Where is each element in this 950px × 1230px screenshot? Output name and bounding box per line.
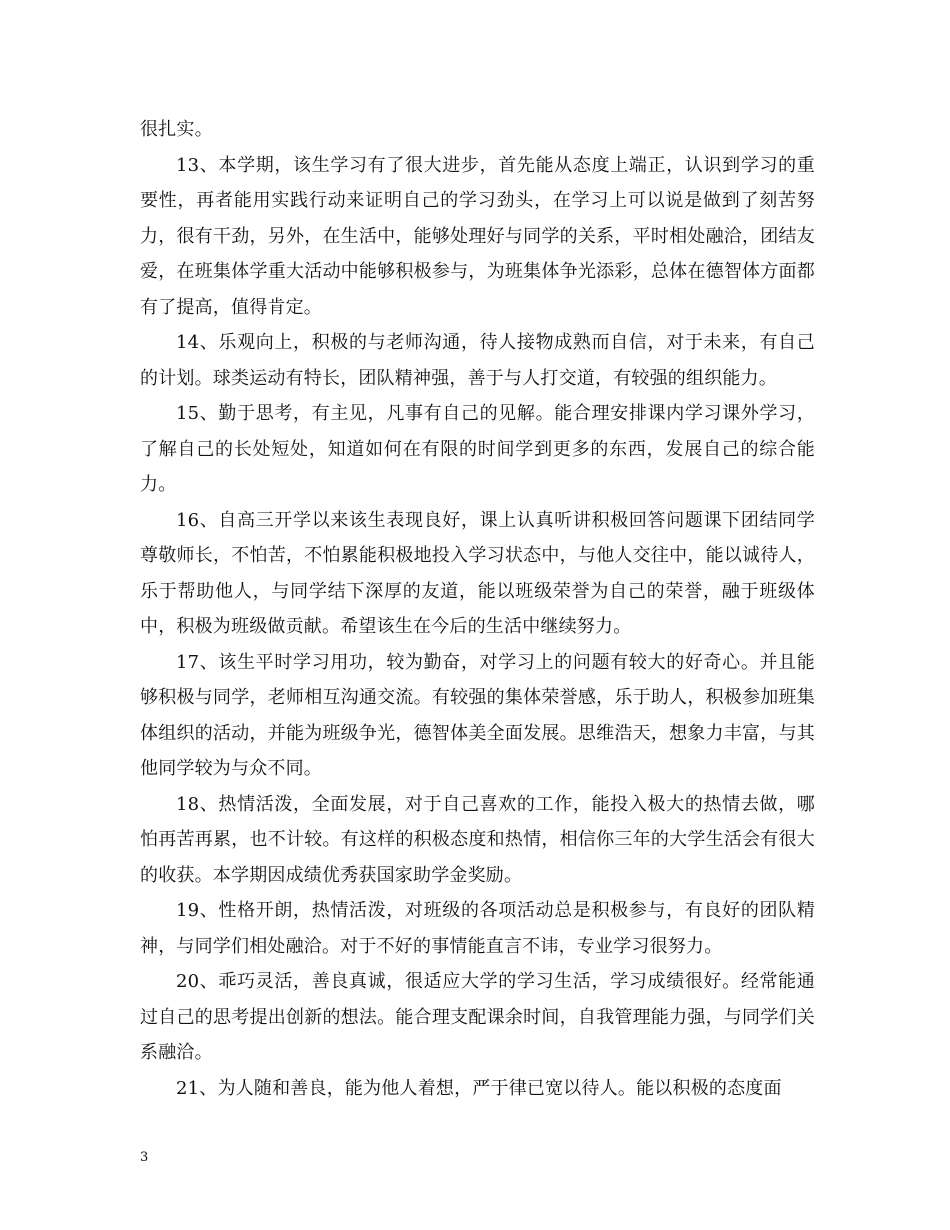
paragraph-19: 19、性格开朗，热情活泼，对班级的各项活动总是积极参与，有良好的团队精神，与同学们相处融洽。对于不好的事情能直言不讳，专业学习很努力。 — [140, 900, 815, 957]
paragraph-20: 20、乖巧灵活，善良真诚，很适应大学的学习生活，学习成绩很好。经常能通过自己的思考提出创新的想法。能合理支配课余时间，自我管理能力强，与同学们关系融洽。 — [140, 971, 815, 1063]
paragraph-15: 15、勤于思考，有主见，凡事有自己的见解。能合理安排课内学习课外学习，了解自己的长处短处，知道如何在有限的时间学到更多的东西，发展自己的综合能力。 — [140, 403, 815, 495]
paragraph-13: 13、本学期，该生学习有了很大进步，首先能从态度上端正，认识到学习的重要性，再者能用实践行动来证明自己的学习劲头，在学习上可以说是做到了刻苦努力，很有干劲，另外，在生活中，能够处理好与同学的关系，平时相处融洽，团结友爱，在班集体学重大活动中能够积极参与，为班集体争光添彩，总体在德智体方面都有了提高，值得肯定。 — [140, 154, 815, 318]
document-body — [140, 112, 815, 1106]
paragraph-16: 16、自高三开学以来该生表现良好，课上认真听讲积极回答问题课下团结同学尊敬师长，不怕苦，不怕累能积极地投入学习状态中，与他人交往中，能以诚待人，乐于帮助他人，与同学结下深厚的友道，能以班级荣誉为自己的荣誉，融于班级体中，积极为班级做贡献。希望该生在今后的生活中继续努力。 — [140, 509, 815, 637]
paragraph-18: 18、热情活泼，全面发展，对于自己喜欢的工作，能投入极大的热情去做，哪怕再苦再累，也不计较。有这样的积极态度和热情，相信你三年的大学生活会有很大的收获。本学期因成绩优秀获国家助学金奖励。 — [140, 793, 815, 886]
paragraph-21: 21、为人随和善良，能为他人着想，严于律已宽以待人。能以积极的态度面 — [176, 1077, 782, 1099]
paragraph-14: 14、乐观向上，积极的与老师沟通，待人接物成熟而自信，对于未来，有自己的计划。球类运动有特长，团队精神强，善于与人打交道，有较强的组织能力。 — [140, 332, 815, 389]
paragraph-17: 17、该生平时学习用功，较为勤奋，对学习上的问题有较大的好奇心。并且能够积极与同学，老师相互沟通交流。有较强的集体荣誉感，乐于助人，积极参加班集体组织的活动，并能为班级争光，德智体美全面发展。思维浩天，想象力丰富，与其他同学较为与众不同。 — [140, 651, 815, 779]
page-number: 3 — [140, 1150, 149, 1165]
paragraph-continuation: 很扎实。 — [140, 119, 213, 140]
